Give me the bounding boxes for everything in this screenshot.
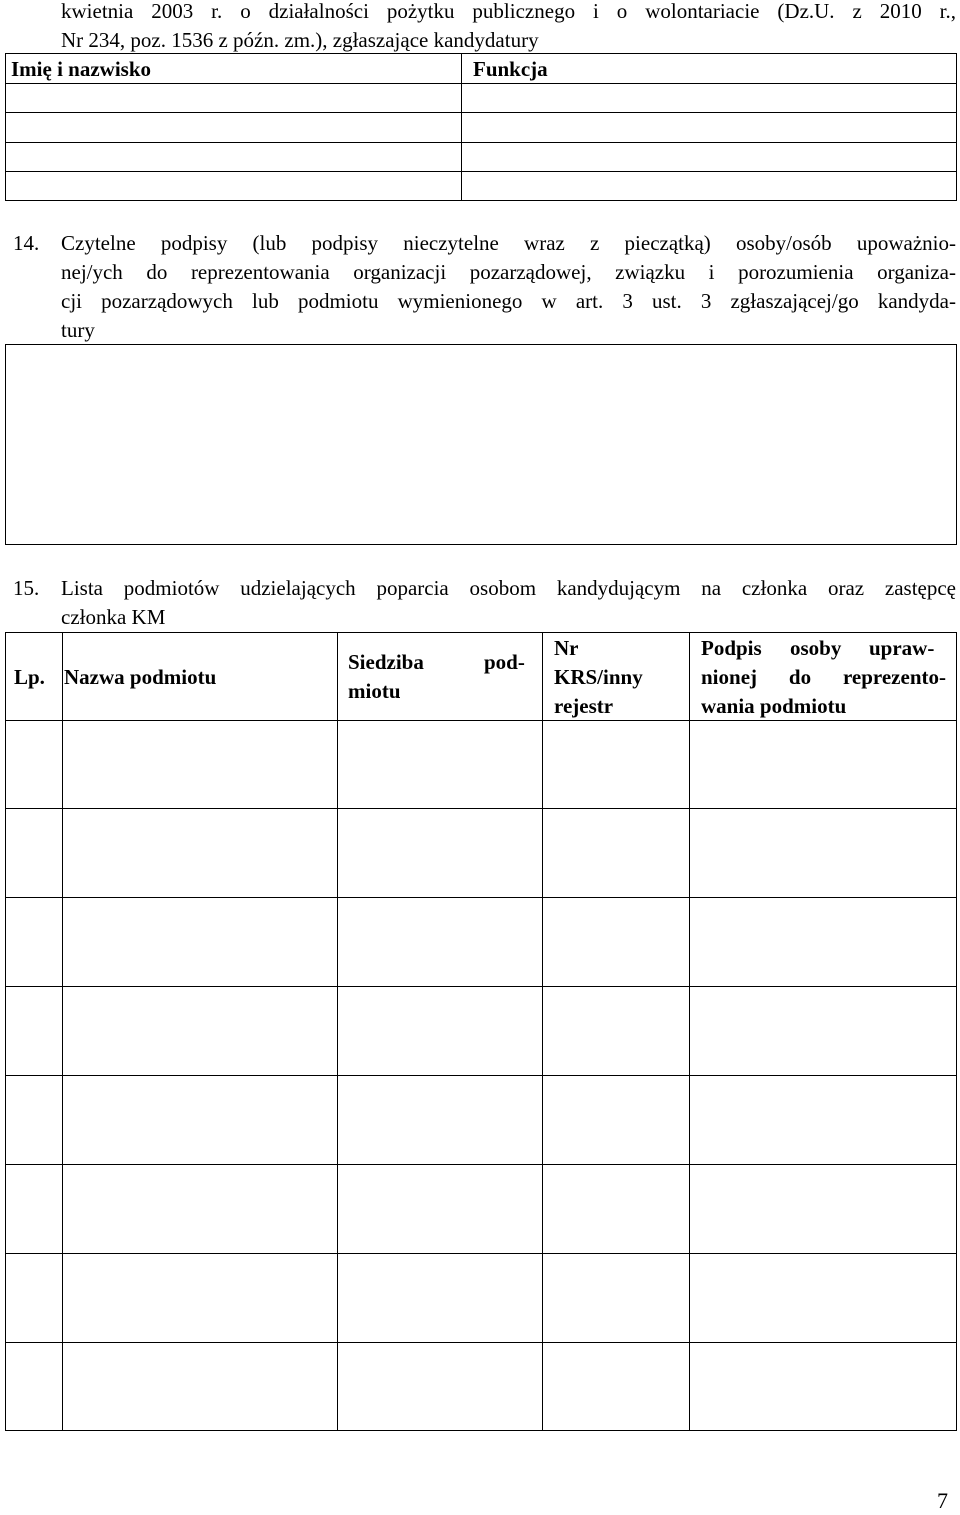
- col-function-header: Funkcja: [473, 57, 548, 81]
- page-number: 7: [937, 1488, 948, 1513]
- col-signature-header-1a: Podpis: [701, 636, 762, 660]
- col-signature-header-1b: osoby: [790, 636, 842, 660]
- section-15-line-2: członka KM: [61, 605, 166, 629]
- section-14-line-4: tury: [61, 318, 95, 342]
- col-entity-name-header: Nazwa podmiotu: [64, 665, 217, 689]
- signature-box[interactable]: [5, 344, 957, 545]
- col-krs-header-1: Nr: [554, 636, 579, 660]
- section-15-number: 15.: [13, 576, 40, 600]
- col-name-header: Imię i nazwisko: [11, 57, 152, 81]
- col-seat-header-1b: pod-: [484, 650, 525, 674]
- col-lp-header: Lp.: [14, 665, 45, 689]
- col-signature-header-1c: upraw-: [869, 636, 935, 660]
- intro-line-2: Nr 234, poz. 1536 z późn. zm.), zgłaszające kandydatury: [61, 28, 539, 52]
- col-krs-header-3: rejestr: [554, 694, 614, 718]
- col-krs-header-2: KRS/inny: [554, 665, 643, 689]
- section-14-line-1: Czytelne podpisy (lub podpisy nieczytelne wraz z pieczątką) osoby/osób upoważnio-: [61, 231, 956, 255]
- intro-line-1: kwietnia 2003 r. o działalności pożytku publicznego i o wolontariacie (Dz.U. z 2010 r.,: [61, 0, 956, 23]
- section-14-line-2: nej/ych do reprezentowania organizacji pozarządowej, związku i porozumienia organiza-: [61, 260, 956, 284]
- col-seat-header-1a: Siedziba: [348, 650, 424, 674]
- col-seat-header-2: miotu: [348, 679, 401, 703]
- col-signature-header-2: nionej do reprezento-: [701, 665, 946, 689]
- section-15-line-1: Lista podmiotów udzielających poparcia osobom kandydującym na członka oraz zastępcę: [61, 576, 956, 600]
- section-14-line-3: cji pozarządowych lub podmiotu wymienionego w art. 3 ust. 3 zgłaszającej/go kandyda-: [61, 289, 956, 313]
- col-signature-header-3: wania podmiotu: [701, 694, 847, 718]
- section-14-number: 14.: [13, 231, 40, 255]
